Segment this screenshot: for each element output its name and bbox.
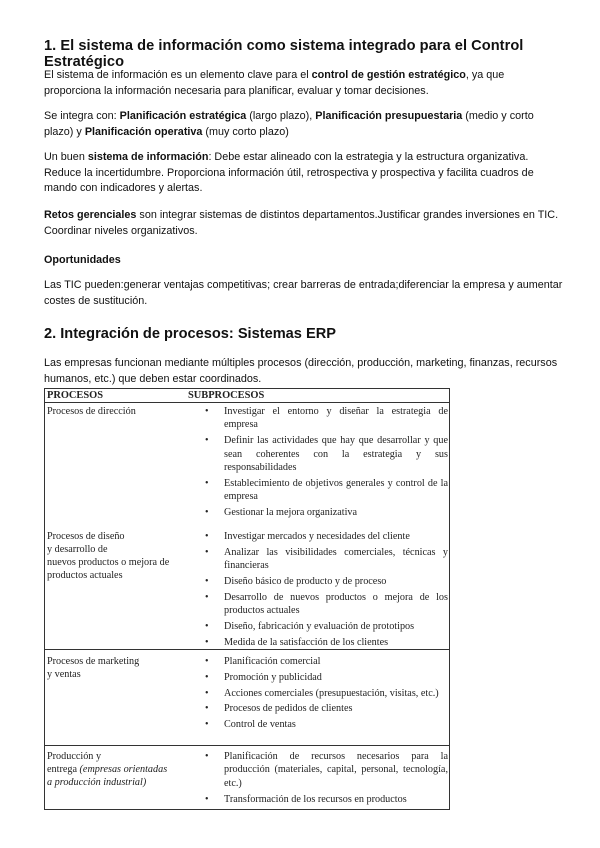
process-marketing: Procesos de marketing y ventas: [47, 656, 140, 680]
opportunities-heading: Oportunidades: [44, 254, 121, 266]
list-item: • Acciones comerciales (presupuestación, visitas, etc.): [202, 687, 448, 700]
challenges-paragraph: Retos gerenciales son integrar sistemas de distintos departamentos.Justificar grandes inversiones en TIC. Coordinar niveles organizativos.: [44, 209, 559, 237]
list-item: • Planificación comercial: [202, 655, 448, 668]
subprocesses-produccion: [202, 750, 448, 808]
processes-paragraph: Las empresas funcionan mediante múltiples procesos (dirección, producción, marketing, finanzas, recursos humanos, etc.) que deben estar coordinados.: [44, 357, 558, 385]
list-item: • Diseño, fabricación y evaluación de prototipos: [202, 620, 448, 633]
list-item: • Desarrollo de nuevos productos o mejora de los productos actuales: [202, 591, 448, 618]
list-item: • Control de ventas: [202, 718, 448, 731]
list-item: • Investigar el entorno y diseñar la estrategia de empresa: [202, 405, 448, 432]
section-2-title: 2. Integración de procesos: Sistemas ERP: [44, 326, 336, 342]
opportunities-paragraph: Las TIC pueden:generar ventajas competitivas; crear barreras de entrada;diferenciar la empresa y aumentar costes de sustitución.: [44, 279, 563, 307]
section-1-title: 1. El sistema de información como sistema integrado para el Control Estratégico: [44, 38, 524, 70]
list-item: • Planificación de recursos necesarios para la producción (materiales, capital, personal, tecnología, etc.): [202, 750, 448, 790]
list-item: • Definir las actividades que hay que desarrollar y que sean coherentes con la estrategia y sus responsabilidades: [202, 434, 448, 474]
processes-table: [44, 388, 450, 811]
list-item: • Medida de la satisfacción de los clientes: [202, 636, 448, 649]
list-item: • Gestionar la mejora organizativa: [202, 506, 448, 519]
subprocesses-diseno: [202, 530, 448, 652]
list-item: • Promoción y publicidad: [202, 671, 448, 684]
list-item: • Investigar mercados y necesidades del cliente: [202, 530, 448, 543]
list-item: • Diseño básico de producto y de proceso: [202, 575, 448, 588]
process-direccion: Procesos de dirección: [47, 406, 136, 417]
list-item: • Transformación de los recursos en productos: [202, 793, 448, 806]
list-item: • Analizar las visibilidades comerciales, técnicas y financieras: [202, 546, 448, 573]
header-procesos: PROCESOS: [47, 390, 104, 401]
list-item: • Establecimiento de objetivos generales y control de la empresa: [202, 477, 448, 504]
subprocesses-direccion: [202, 405, 448, 522]
process-diseno: Procesos de diseño y desarrollo de nuevos productos o mejora de productos actuales: [47, 531, 170, 581]
intro-paragraph: El sistema de información es un elemento clave para el control de gestión estratégico, ya que proporciona la información necesaria para planificar, evaluar y tomar decisiones.: [44, 69, 505, 97]
subprocesses-marketing: [202, 655, 448, 734]
integration-paragraph: Se integra con: Planificación estratégica (largo plazo), Planificación presupuestaria (medio y corto plazo) y Planificación operativa (muy corto plazo): [44, 110, 534, 138]
header-subprocesos: SUBPROCESOS: [188, 390, 265, 401]
process-produccion: Producción y entrega (empresas orientadas a producción industrial): [47, 751, 168, 788]
good-system-paragraph: Un buen sistema de información: Debe estar alineado con la estrategia y la estructura organizativa. Reduce la incertidumbre. Proporciona información útil, retrospectiva y prospectiva y facilita cuadros de mando con indicadores y alertas.: [44, 151, 534, 195]
list-item: • Procesos de pedidos de clientes: [202, 702, 448, 715]
